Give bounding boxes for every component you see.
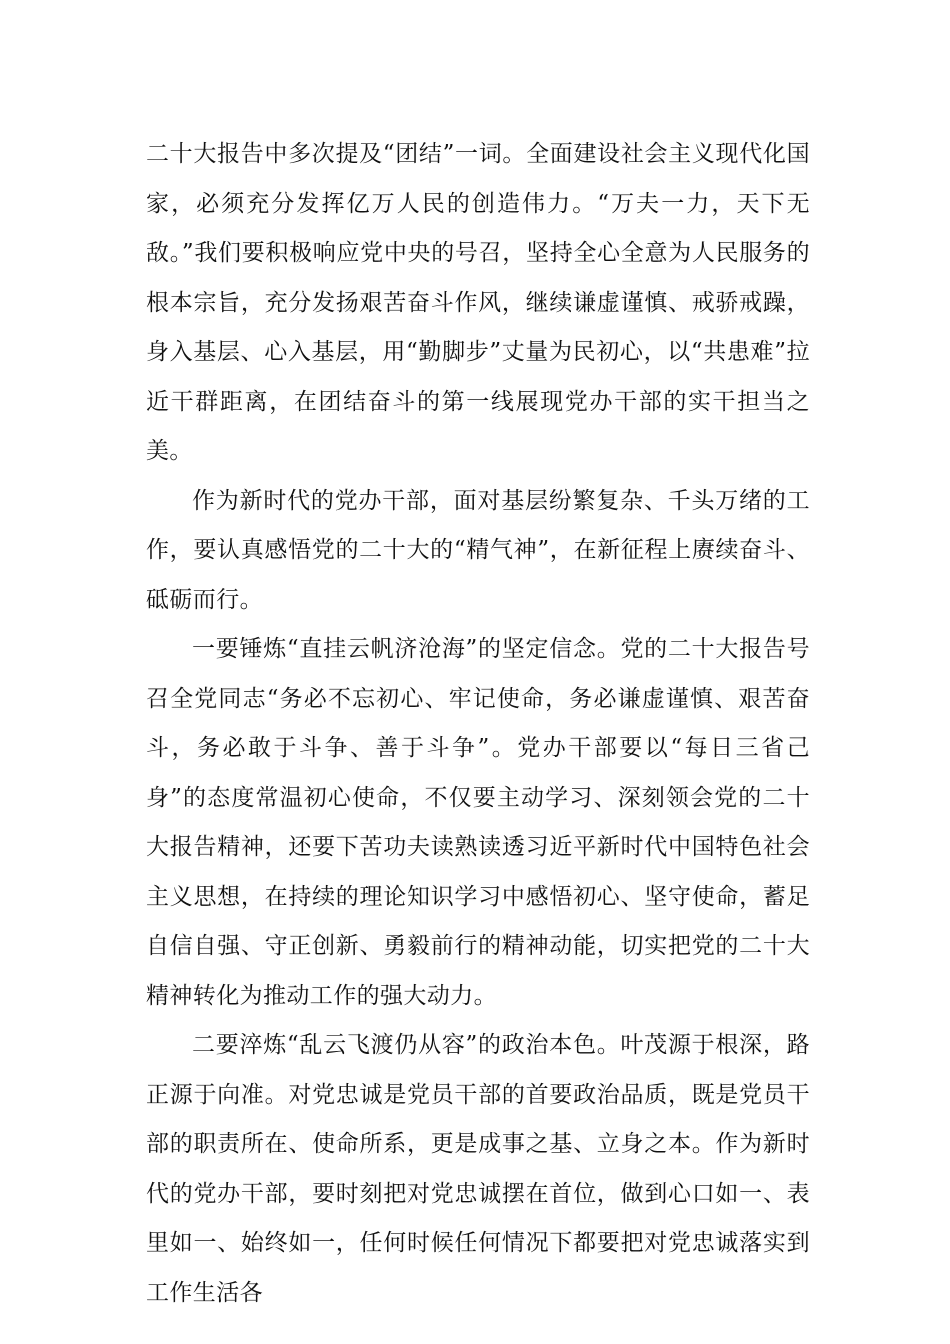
paragraph-3: 一要锤炼“直挂云帆济沧海”的坚定信念。党的二十大报告号召全党同志“务必不忘初心、牢记使命，务必谦虚谨慎、艰苦奋斗，务必敢于斗争、善于斗争”。党办干部要以“每日三省己身”的态度常温初心使命，不仅要主动学习、深刻领会党的二十大报告精神，还要下苦功夫读熟读透习近平新时代中国特色社会主义思想，在持续的理论知识学习中感悟初心、坚守使命，蓄足自信自强、守正创新、勇毅前行的精神动能，切实把党的二十大精神转化为推动工作的强大动力。 bbox=[146, 636, 810, 1009]
paragraph-1: 二十大报告中多次提及“团结”一词。全面建设社会主义现代化国家，必须充分发挥亿万人民的创造伟力。“万夫一力，天下无敌。”我们要积极响应党中央的号召，坚持全心全意为人民服务的根本宗旨，充分发扬艰苦奋斗作风，继续谦虚谨慎、戒骄戒躁，身入基层、心入基层，用“勤脚步”丈量为民初心，以“共患难”拉近干群距离，在团结奋斗的第一线展现党办干部的实干担当之美。 bbox=[146, 141, 810, 464]
paragraph-2: 作为新时代的党办干部，面对基层纷繁复杂、千头万绪的工作，要认真感悟党的二十大的“精气神”，在新征程上赓续奋斗、砥砺而行。 bbox=[146, 487, 810, 613]
body-text bbox=[146, 130, 810, 1318]
paragraph-4: 二要淬炼“乱云飞渡仍从容”的政治本色。叶茂源于根深，路正源于向准。对党忠诚是党员干部的首要政治品质，既是党员干部的职责所在、使命所系，更是成事之基、立身之本。作为新时代的党办干部，要时刻把对党忠诚摆在首位，做到心口如一、表里如一、始终如一，任何时候任何情况下都要把对党忠诚落实到工作生活各 bbox=[146, 1032, 810, 1306]
